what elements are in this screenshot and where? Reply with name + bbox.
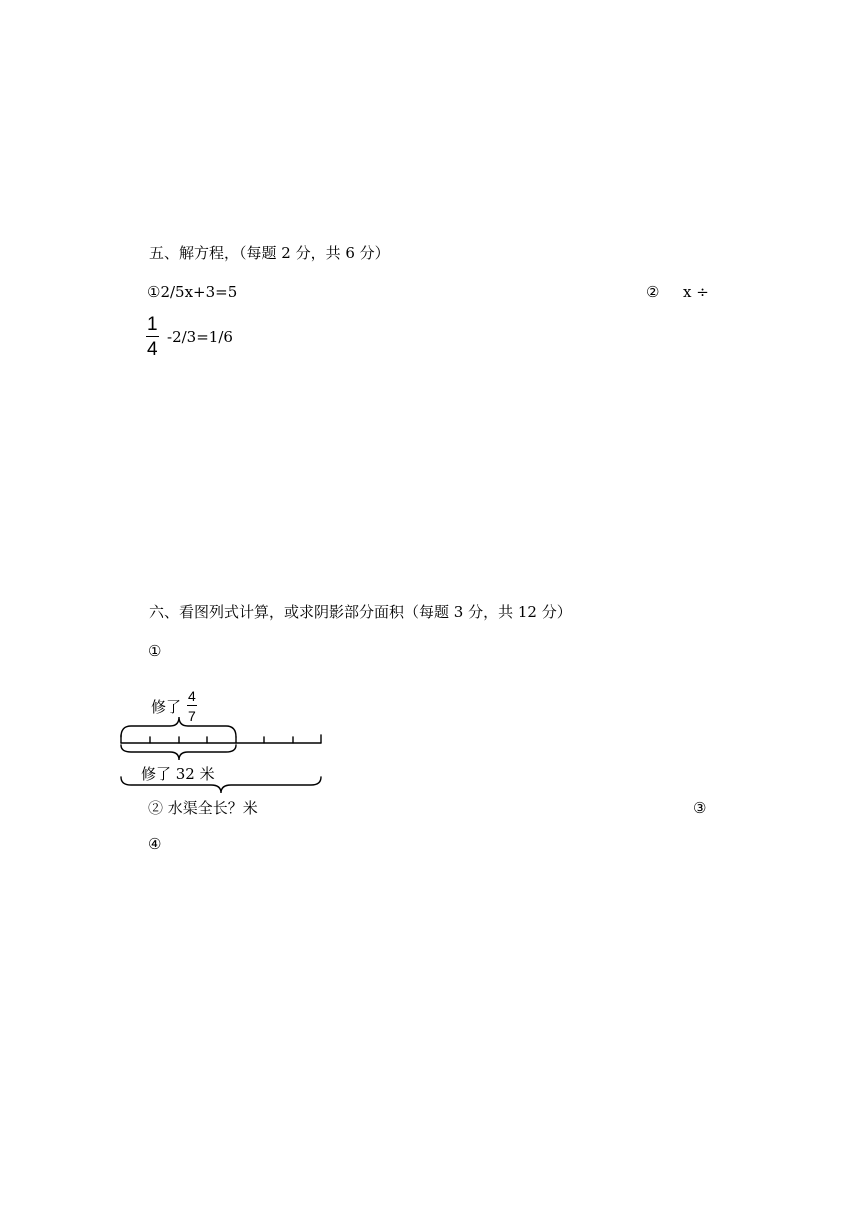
equation-2-marker: ② [646, 283, 660, 301]
fraction-numerator: 1 [147, 314, 158, 335]
fraction-denominator: 7 [188, 708, 196, 724]
question-2: ② 水渠全长？米 [148, 799, 258, 817]
question-4-marker: ④ [148, 835, 162, 853]
equation-2-rest: -2/3=1/6 [167, 328, 233, 346]
equation-1: ①2/5x+3=5 [147, 283, 238, 301]
question-3-marker: ③ [693, 799, 707, 817]
lower-brace [121, 745, 236, 760]
section6-heading: 六、看图列式计算，或求阴影部分面积（每题 3 分，共 12 分） [149, 603, 572, 621]
fraction-numerator: 4 [188, 688, 196, 704]
question-1-marker: ① [148, 642, 162, 660]
equation-2-start: x ÷ [683, 283, 709, 301]
diagram-top-label: 修了 [151, 698, 182, 716]
section5-heading: 五、解方程，（每题 2 分，共 6 分） [149, 244, 390, 262]
diagram-bottom-label: 修了 32 米 [141, 765, 215, 783]
top-brace [121, 717, 236, 737]
fraction-denominator: 4 [147, 339, 158, 360]
